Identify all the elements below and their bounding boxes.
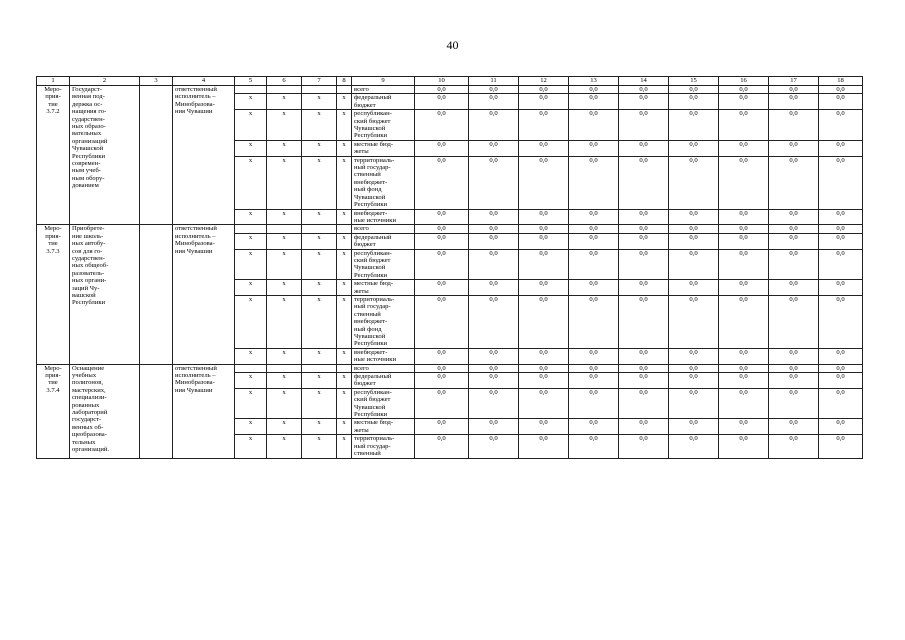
amount-cell: 0,0 [669, 280, 719, 296]
amount-cell: 0,0 [769, 156, 819, 209]
amount-cell: 0,0 [669, 364, 719, 372]
amount-cell: 0,0 [819, 388, 863, 419]
header-cell: 7 [302, 77, 337, 86]
amount-cell: 0,0 [569, 110, 619, 141]
amount-cell: 0,0 [769, 295, 819, 348]
amount-cell: 0,0 [519, 249, 569, 280]
code-mark [267, 225, 302, 233]
amount-cell: 0,0 [669, 140, 719, 156]
amount-cell: 0,0 [569, 295, 619, 348]
amount-cell: 0,0 [619, 249, 669, 280]
amount-cell: 0,0 [519, 110, 569, 141]
code-mark: x [267, 388, 302, 419]
amount-cell: 0,0 [619, 280, 669, 296]
amount-cell: 0,0 [519, 295, 569, 348]
amount-cell: 0,0 [519, 348, 569, 364]
executor: ответственный исполнитель – Минобразова- ния Чувашии [173, 86, 235, 225]
amount-cell: 0,0 [569, 94, 619, 110]
amount-cell: 0,0 [415, 86, 469, 94]
amount-cell: 0,0 [719, 388, 769, 419]
header-cell: 5 [235, 77, 267, 86]
amount-cell: 0,0 [719, 225, 769, 233]
code-mark: x [267, 110, 302, 141]
header-cell: 15 [669, 77, 719, 86]
code-mark: x [267, 280, 302, 296]
code-mark [235, 225, 267, 233]
amount-cell: 0,0 [819, 295, 863, 348]
amount-cell: 0,0 [819, 225, 863, 233]
amount-cell: 0,0 [769, 209, 819, 225]
amount-cell: 0,0 [619, 364, 669, 372]
empty-cell [140, 364, 173, 458]
amount-cell: 0,0 [719, 110, 769, 141]
code-mark: x [302, 156, 337, 209]
amount-cell: 0,0 [415, 419, 469, 435]
amount-cell: 0,0 [569, 435, 619, 458]
amount-cell: 0,0 [619, 435, 669, 458]
amount-cell: 0,0 [769, 280, 819, 296]
amount-cell: 0,0 [415, 225, 469, 233]
amount-cell: 0,0 [819, 280, 863, 296]
amount-cell: 0,0 [819, 110, 863, 141]
funding-source: республикан- ский бюджет Чувашской Республики [352, 110, 415, 141]
amount-cell: 0,0 [719, 373, 769, 389]
measure-name: Приобрете- ние школь- ных автобу- сов для го- сударствен- ных общеоб- разователь- ных органи- заций Чу- вашской Республики [70, 225, 140, 364]
amount-cell: 0,0 [415, 364, 469, 372]
amount-cell: 0,0 [469, 94, 519, 110]
amount-cell: 0,0 [469, 86, 519, 94]
amount-cell: 0,0 [469, 225, 519, 233]
amount-cell: 0,0 [569, 86, 619, 94]
funding-source: всего [352, 86, 415, 94]
header-cell: 8 [337, 77, 352, 86]
funding-source: федеральный бюджет [352, 233, 415, 249]
code-mark [235, 364, 267, 372]
funding-source: территориаль- ный государ- ственный внебюджет- ный фонд Чувашской Республики [352, 295, 415, 348]
funding-source: республикан- ский бюджет Чувашской Республики [352, 388, 415, 419]
amount-cell: 0,0 [519, 140, 569, 156]
funding-source: местные бюд- жеты [352, 419, 415, 435]
amount-cell: 0,0 [769, 348, 819, 364]
code-mark [267, 364, 302, 372]
amount-cell: 0,0 [719, 209, 769, 225]
amount-cell: 0,0 [415, 348, 469, 364]
code-mark: x [337, 295, 352, 348]
amount-cell: 0,0 [819, 156, 863, 209]
table-body [37, 77, 863, 459]
funding-source: всего [352, 364, 415, 372]
empty-cell [140, 86, 173, 225]
amount-cell: 0,0 [619, 94, 669, 110]
amount-cell: 0,0 [415, 209, 469, 225]
amount-cell: 0,0 [469, 233, 519, 249]
amount-cell: 0,0 [469, 209, 519, 225]
funding-source: федеральный бюджет [352, 373, 415, 389]
amount-cell: 0,0 [769, 225, 819, 233]
code-mark: x [235, 233, 267, 249]
amount-cell: 0,0 [669, 86, 719, 94]
amount-cell: 0,0 [519, 364, 569, 372]
code-mark [337, 364, 352, 372]
code-mark [302, 86, 337, 94]
header-cell: 14 [619, 77, 669, 86]
code-mark: x [235, 94, 267, 110]
code-mark: x [302, 419, 337, 435]
amount-cell: 0,0 [519, 233, 569, 249]
amount-cell: 0,0 [469, 295, 519, 348]
amount-cell: 0,0 [819, 348, 863, 364]
amount-cell: 0,0 [769, 140, 819, 156]
amount-cell: 0,0 [619, 156, 669, 209]
code-mark: x [302, 209, 337, 225]
amount-cell: 0,0 [669, 249, 719, 280]
amount-cell: 0,0 [719, 249, 769, 280]
amount-cell: 0,0 [719, 94, 769, 110]
amount-cell: 0,0 [569, 373, 619, 389]
code-mark: x [267, 435, 302, 458]
code-mark: x [235, 249, 267, 280]
amount-cell: 0,0 [819, 94, 863, 110]
amount-cell: 0,0 [669, 94, 719, 110]
amount-cell: 0,0 [569, 364, 619, 372]
code-mark: x [267, 156, 302, 209]
amount-cell: 0,0 [619, 388, 669, 419]
amount-cell: 0,0 [669, 225, 719, 233]
code-mark: x [235, 110, 267, 141]
empty-cell [140, 225, 173, 364]
code-mark: x [302, 295, 337, 348]
amount-cell: 0,0 [669, 209, 719, 225]
funding-source: всего [352, 225, 415, 233]
amount-cell: 0,0 [769, 435, 819, 458]
amount-cell: 0,0 [619, 348, 669, 364]
page-number: 40 [446, 38, 459, 52]
header-cell: 13 [569, 77, 619, 86]
amount-cell: 0,0 [819, 419, 863, 435]
header-cell: 16 [719, 77, 769, 86]
amount-cell: 0,0 [669, 419, 719, 435]
header-cell: 4 [173, 77, 235, 86]
executor: ответственный исполнитель – Минобразова- ния Чувашии [173, 225, 235, 364]
header-cell: 1 [37, 77, 70, 86]
amount-cell: 0,0 [469, 388, 519, 419]
amount-cell: 0,0 [819, 364, 863, 372]
amount-cell: 0,0 [415, 295, 469, 348]
amount-cell: 0,0 [669, 295, 719, 348]
code-mark: x [337, 156, 352, 209]
amount-cell: 0,0 [669, 348, 719, 364]
code-mark: x [302, 233, 337, 249]
amount-cell: 0,0 [819, 233, 863, 249]
amount-cell: 0,0 [619, 86, 669, 94]
measure-name: Государст- венная под- держка ос- нащения го- сударствен- ных образо- вательных организаций Чувашской Республики современ- ным учеб- ным обору- дованием [70, 86, 140, 225]
code-mark: x [267, 419, 302, 435]
amount-cell: 0,0 [619, 225, 669, 233]
code-mark: x [235, 156, 267, 209]
amount-cell: 0,0 [619, 373, 669, 389]
amount-cell: 0,0 [519, 94, 569, 110]
header-cell: 18 [819, 77, 863, 86]
funding-source: местные бюд- жеты [352, 280, 415, 296]
amount-cell: 0,0 [469, 373, 519, 389]
code-mark [337, 225, 352, 233]
code-mark: x [302, 435, 337, 458]
amount-cell: 0,0 [569, 140, 619, 156]
amount-cell: 0,0 [519, 86, 569, 94]
amount-cell: 0,0 [415, 280, 469, 296]
code-mark [337, 86, 352, 94]
code-mark: x [267, 209, 302, 225]
amount-cell: 0,0 [415, 140, 469, 156]
code-mark: x [337, 233, 352, 249]
amount-cell: 0,0 [569, 280, 619, 296]
amount-cell: 0,0 [819, 249, 863, 280]
amount-cell: 0,0 [469, 249, 519, 280]
amount-cell: 0,0 [769, 233, 819, 249]
amount-cell: 0,0 [719, 233, 769, 249]
code-mark [302, 225, 337, 233]
amount-cell: 0,0 [669, 110, 719, 141]
measure-code: Меро- прия- тие 3.7.2 [37, 86, 70, 225]
funding-source: федеральный бюджет [352, 94, 415, 110]
code-mark: x [302, 94, 337, 110]
code-mark: x [337, 419, 352, 435]
amount-cell: 0,0 [519, 280, 569, 296]
amount-cell: 0,0 [669, 233, 719, 249]
amount-cell: 0,0 [415, 233, 469, 249]
amount-cell: 0,0 [769, 249, 819, 280]
funding-source: местные бюд- жеты [352, 140, 415, 156]
amount-cell: 0,0 [519, 156, 569, 209]
code-mark: x [267, 249, 302, 280]
amount-cell: 0,0 [719, 348, 769, 364]
code-mark: x [235, 373, 267, 389]
code-mark: x [235, 419, 267, 435]
amount-cell: 0,0 [569, 225, 619, 233]
amount-cell: 0,0 [469, 140, 519, 156]
amount-cell: 0,0 [619, 233, 669, 249]
amount-cell: 0,0 [415, 249, 469, 280]
code-mark: x [337, 388, 352, 419]
code-mark: x [302, 348, 337, 364]
amount-cell: 0,0 [669, 388, 719, 419]
code-mark: x [302, 249, 337, 280]
code-mark [235, 86, 267, 94]
amount-cell: 0,0 [415, 110, 469, 141]
amount-cell: 0,0 [619, 419, 669, 435]
amount-cell: 0,0 [415, 373, 469, 389]
amount-cell: 0,0 [619, 140, 669, 156]
code-mark: x [337, 110, 352, 141]
code-mark: x [235, 435, 267, 458]
amount-cell: 0,0 [819, 435, 863, 458]
amount-cell: 0,0 [719, 86, 769, 94]
measure-name: Оснащение учебных полигонов, мастерских, специализи- рованных лабораторий государст- венных об- щеобразова- тельных организаций. [70, 364, 140, 458]
amount-cell: 0,0 [519, 225, 569, 233]
amount-cell: 0,0 [619, 209, 669, 225]
amount-cell: 0,0 [469, 435, 519, 458]
amount-cell: 0,0 [719, 156, 769, 209]
funding-source: внебюджет- ные источники [352, 209, 415, 225]
amount-cell: 0,0 [719, 295, 769, 348]
amount-cell: 0,0 [469, 364, 519, 372]
code-mark: x [337, 280, 352, 296]
header-cell: 11 [469, 77, 519, 86]
amount-cell: 0,0 [569, 209, 619, 225]
amount-cell: 0,0 [415, 388, 469, 419]
amount-cell: 0,0 [719, 280, 769, 296]
amount-cell: 0,0 [819, 140, 863, 156]
amount-cell: 0,0 [769, 110, 819, 141]
amount-cell: 0,0 [719, 140, 769, 156]
table-row [37, 364, 863, 372]
amount-cell: 0,0 [669, 435, 719, 458]
code-mark: x [235, 209, 267, 225]
code-mark: x [302, 140, 337, 156]
amount-cell: 0,0 [769, 364, 819, 372]
header-cell: 10 [415, 77, 469, 86]
amount-cell: 0,0 [415, 435, 469, 458]
amount-cell: 0,0 [469, 156, 519, 209]
measure-code: Меро- прия- тие 3.7.3 [37, 225, 70, 364]
amount-cell: 0,0 [569, 156, 619, 209]
funding-source: внебюджет- ные источники [352, 348, 415, 364]
funding-source: территориаль- ный государ- ственный внебюджет- ный фонд Чувашской Республики [352, 156, 415, 209]
amount-cell: 0,0 [719, 419, 769, 435]
code-mark: x [267, 373, 302, 389]
code-mark: x [235, 348, 267, 364]
amount-cell: 0,0 [519, 419, 569, 435]
header-row [37, 77, 863, 86]
amount-cell: 0,0 [719, 435, 769, 458]
amount-cell: 0,0 [769, 86, 819, 94]
amount-cell: 0,0 [519, 388, 569, 419]
amount-cell: 0,0 [569, 388, 619, 419]
table-row [37, 86, 863, 94]
amount-cell: 0,0 [569, 419, 619, 435]
amount-cell: 0,0 [669, 156, 719, 209]
code-mark: x [337, 249, 352, 280]
header-cell: 9 [352, 77, 415, 86]
amount-cell: 0,0 [619, 295, 669, 348]
funding-source: республикан- ский бюджет Чувашской Республики [352, 249, 415, 280]
amount-cell: 0,0 [469, 110, 519, 141]
code-mark: x [337, 140, 352, 156]
amount-cell: 0,0 [469, 419, 519, 435]
executor: ответственный исполнитель – Минобразова- ния Чувашии [173, 364, 235, 458]
amount-cell: 0,0 [719, 364, 769, 372]
amount-cell: 0,0 [519, 209, 569, 225]
code-mark: x [267, 348, 302, 364]
code-mark: x [337, 94, 352, 110]
funding-source: территориаль- ный государ- ственный [352, 435, 415, 458]
amount-cell: 0,0 [469, 348, 519, 364]
table-row [37, 225, 863, 233]
code-mark: x [235, 140, 267, 156]
amount-cell: 0,0 [519, 373, 569, 389]
amount-cell: 0,0 [569, 348, 619, 364]
code-mark [302, 364, 337, 372]
amount-cell: 0,0 [769, 419, 819, 435]
amount-cell: 0,0 [415, 156, 469, 209]
code-mark: x [267, 295, 302, 348]
amount-cell: 0,0 [769, 94, 819, 110]
code-mark: x [302, 110, 337, 141]
code-mark: x [235, 388, 267, 419]
header-cell: 3 [140, 77, 173, 86]
amount-cell: 0,0 [469, 280, 519, 296]
amount-cell: 0,0 [819, 209, 863, 225]
amount-cell: 0,0 [819, 373, 863, 389]
code-mark [267, 86, 302, 94]
code-mark: x [337, 435, 352, 458]
header-cell: 12 [519, 77, 569, 86]
code-mark: x [302, 373, 337, 389]
amount-cell: 0,0 [819, 86, 863, 94]
measure-code: Меро- прия- тие 3.7.4 [37, 364, 70, 458]
code-mark: x [235, 280, 267, 296]
code-mark: x [267, 233, 302, 249]
code-mark: x [267, 140, 302, 156]
header-cell: 6 [267, 77, 302, 86]
code-mark: x [235, 295, 267, 348]
amount-cell: 0,0 [769, 388, 819, 419]
amount-cell: 0,0 [619, 110, 669, 141]
header-cell: 17 [769, 77, 819, 86]
code-mark: x [337, 209, 352, 225]
amount-cell: 0,0 [669, 373, 719, 389]
code-mark: x [302, 388, 337, 419]
budget-table [36, 76, 863, 459]
code-mark: x [337, 348, 352, 364]
code-mark: x [267, 94, 302, 110]
amount-cell: 0,0 [519, 435, 569, 458]
amount-cell: 0,0 [415, 94, 469, 110]
header-cell: 2 [70, 77, 140, 86]
code-mark: x [302, 280, 337, 296]
amount-cell: 0,0 [769, 373, 819, 389]
amount-cell: 0,0 [569, 249, 619, 280]
code-mark: x [337, 373, 352, 389]
amount-cell: 0,0 [569, 233, 619, 249]
